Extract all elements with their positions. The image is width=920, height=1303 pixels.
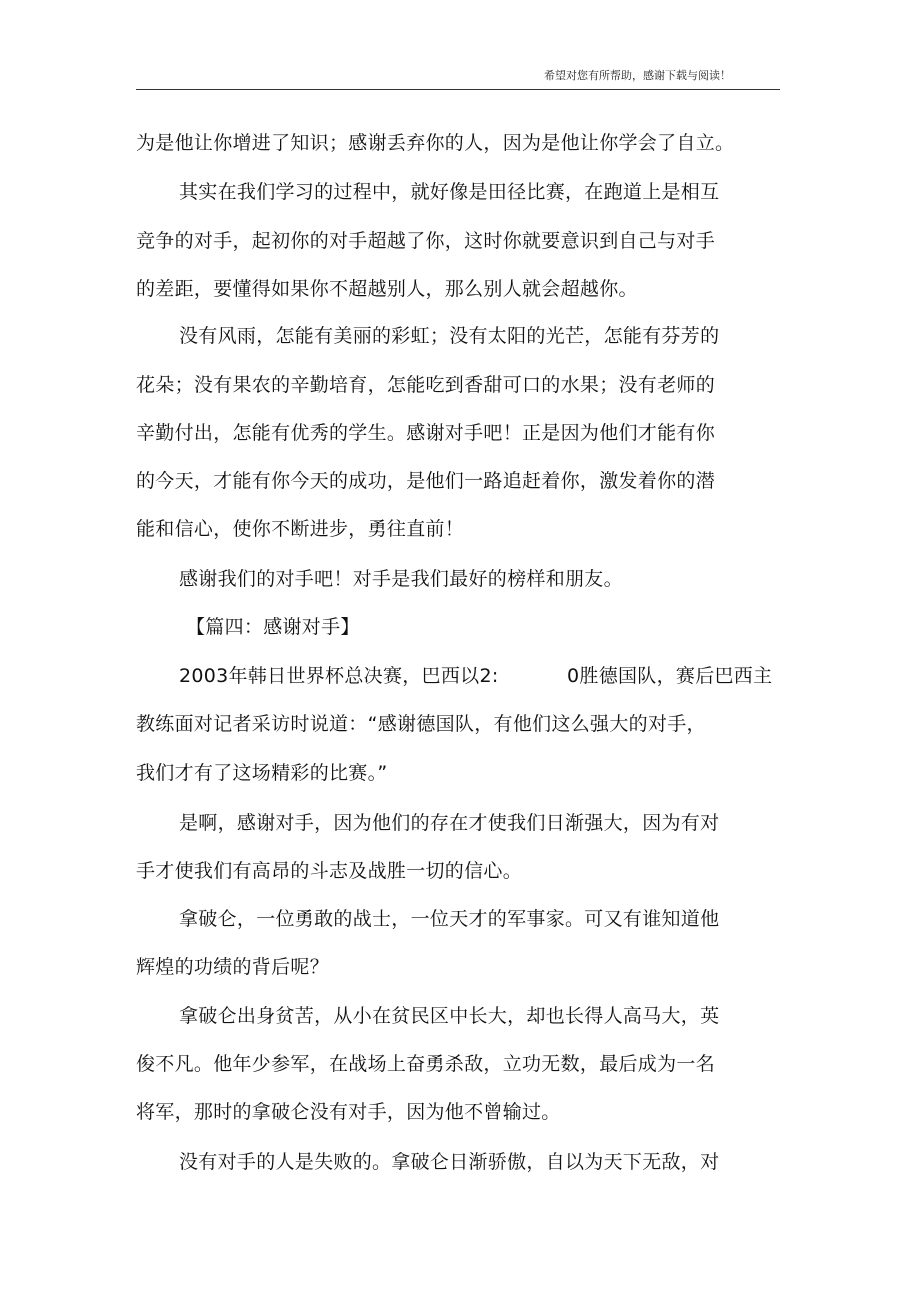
text-line: 花朵；没有果农的辛勤培育，怎能吃到香甜可口的水果；没有老师的	[136, 374, 716, 396]
text-line: 是啊，感谢对手，因为他们的存在才使我们日渐强大，因为有对	[179, 812, 720, 834]
text-line: 辛勤付出，怎能有优秀的学生。感谢对手吧！正是因为他们才能有你	[136, 422, 716, 444]
text-line: 0胜德国队，赛后巴西主	[567, 665, 773, 687]
text-line: 其实在我们学习的过程中，就好像是田径比赛，在跑道上是相互	[179, 181, 720, 203]
text-line: 能和信心，使你不断进步，勇往直前！	[136, 518, 465, 540]
text-line: 没有对手的人是失败的。拿破仑日渐骄傲，自以为天下无敌，对	[179, 1151, 720, 1173]
header-rule	[136, 89, 780, 90]
text-line: 的差距，要懂得如果你不超越别人，那么别人就会超越你。	[136, 278, 638, 300]
text-line: 拿破仑，一位勇敢的战士，一位天才的军事家。可又有谁知道他	[179, 908, 720, 930]
text-line: 俊不凡。他年少参军，在战场上奋勇杀敌，立功无数，最后成为一名	[136, 1053, 716, 1075]
text-line: 辉煌的功绩的背后呢？	[136, 956, 330, 978]
text-line: 感谢我们的对手吧！对手是我们最好的榜样和朋友。	[179, 568, 623, 590]
text-line: 教练面对记者采访时说道：“感谢德国队，有他们这么强大的对手，	[136, 713, 706, 735]
section-heading: 【篇四：感谢对手】	[186, 616, 360, 638]
text-line: 我们才有了这场精彩的比赛。”	[136, 762, 388, 784]
text-line: 拿破仑出身贫苦，从小在贫民区中长大，却也长得人高马大，英	[179, 1005, 720, 1027]
text-line: 2003年韩日世界杯总决赛，巴西以2:	[179, 665, 499, 687]
header-note: 希望对您有所帮助，感谢下载与阅读！	[544, 69, 731, 82]
text-line: 的今天，才能有你今天的成功，是他们一路追赶着你，激发着你的潜	[136, 470, 716, 492]
text-line: 没有风雨，怎能有美丽的彩虹；没有太阳的光芒，怎能有芬芳的	[179, 325, 720, 347]
text-line: 将军，那时的拿破仑没有对手，因为他不曾输过。	[136, 1101, 561, 1123]
text-line: 为是他让你增进了知识；感谢丢弃你的人，因为是他让你学会了自立。	[136, 132, 735, 154]
text-line: 手才使我们有高昂的斗志及战胜一切的信心。	[136, 860, 523, 882]
text-line: 竞争的对手，起初你的对手超越了你，这时你就要意识到自己与对手	[136, 230, 716, 252]
